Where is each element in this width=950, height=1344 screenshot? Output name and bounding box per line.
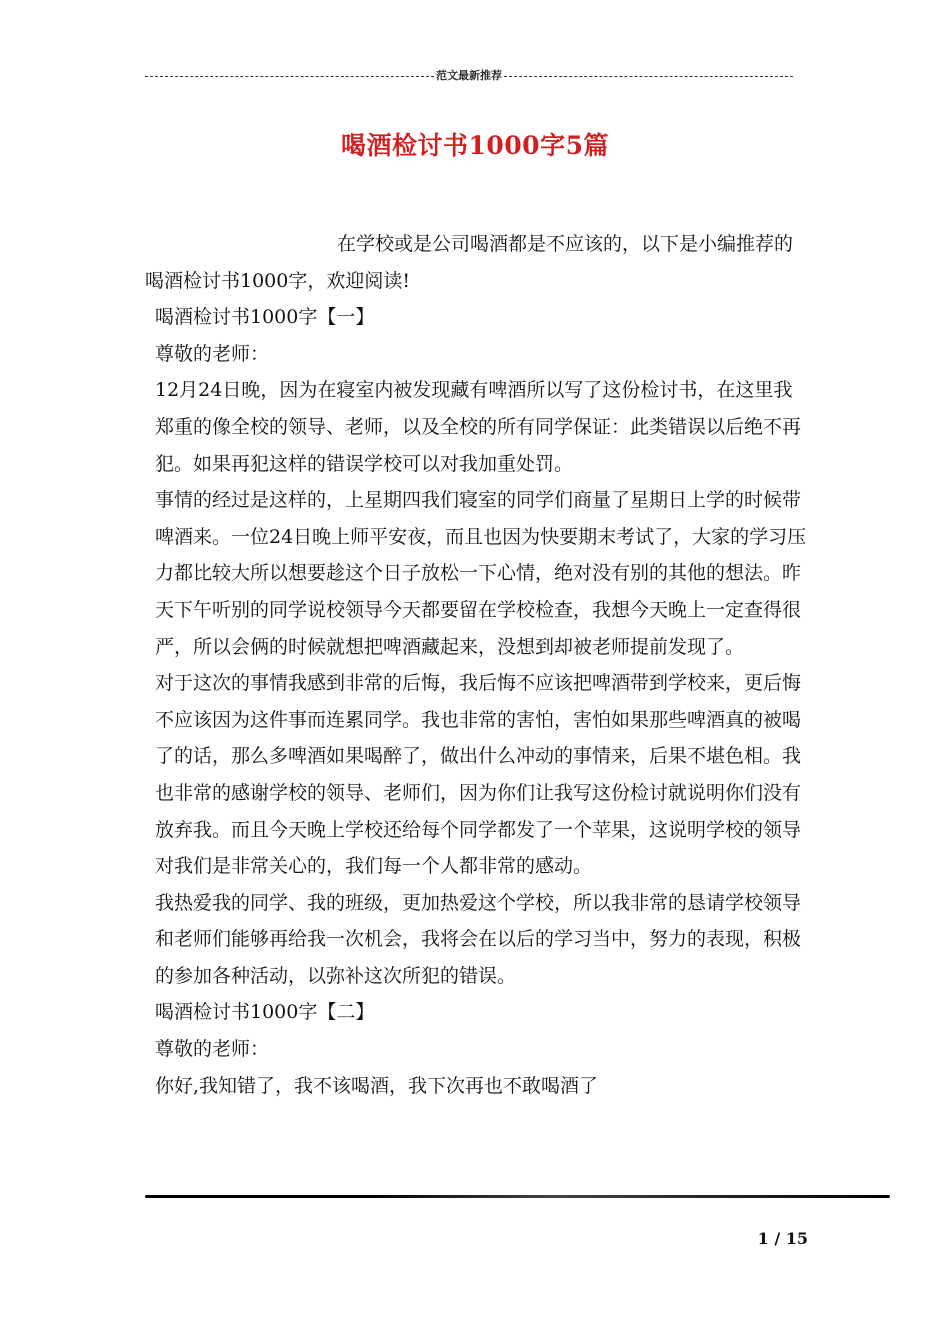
salutation-two: 尊敬的老师： xyxy=(155,1038,270,1061)
document-title: 喝酒检讨书1000字5篇 xyxy=(341,131,609,160)
section-heading-one: 喝酒检讨书1000字【一】 xyxy=(155,306,375,329)
intro-paragraph: 在学校或是公司喝酒都是不应该的，以下是小编推荐的喝酒检讨书1000字，欢迎阅读! xyxy=(145,233,794,292)
header-label: 范文最新推荐 xyxy=(436,69,502,82)
salutation-one: 尊敬的老师： xyxy=(155,342,270,365)
page-header xyxy=(145,68,793,84)
body-paragraph-5: 你好,我知错了，我不该喝酒，我下次再也不敢喝酒了 xyxy=(155,1074,599,1097)
body-paragraph-2: 事情的经过是这样的，上星期四我们寝室的同学们商量了星期日上学的时候带啤酒来。一位24日晚上师平安夜，而且也因为快要期末考试了，大家的学习压力都比较大所以想要趁这个日子放松一下心情，绝对没有别的其他的想法。昨天下午听别的同学说校领导今天都要留在学校检查，我想今天晚上一定查得很严，所以会俩的时候就想把啤酒藏起来，没想到却被老师提前发现了。 xyxy=(155,489,807,658)
body-paragraph-3: 对于这次的事情我感到非常的后悔，我后悔不应该把啤酒带到学校来，更后悔不应该因为这件事而连累同学。我也非常的害怕，害怕如果那些啤酒真的被喝了的话，那么多啤酒如果喝醉了，做出什么冲动的事情来，后果不堪色相。我也非常的感谢学校的领导、老师们，因为你们让我写这份检讨就说明你们没有放弃我。而且今天晚上学校还给每个同学都发了一个苹果，这说明学校的领导对我们是非常关心的，我们每一个人都非常的感动。 xyxy=(155,672,802,878)
header-dash-left xyxy=(145,76,434,77)
body-paragraph-1: 12月24日晚，因为在寝室内被发现藏有啤酒所以写了这份检讨书，在这里我郑重的像全校的领导、老师，以及全校的所有同学保证：此类错误以后绝不再犯。如果再犯这样的错误学校可以对我加重处罚。 xyxy=(155,379,802,475)
document-body xyxy=(145,226,809,1104)
body-paragraph-4: 我热爱我的同学、我的班级，更加热爱这个学校，所以我非常的恳请学校领导和老师们能够再给我一次机会，我将会在以后的学习当中，努力的表现，积极的参加各种活动，以弥补这次所犯的错误。 xyxy=(155,891,802,987)
header-dash-right xyxy=(504,76,793,77)
footer-rule xyxy=(145,1195,890,1198)
section-heading-two: 喝酒检讨书1000字【二】 xyxy=(155,1001,375,1024)
page-number: 1 / 15 xyxy=(757,1229,808,1248)
